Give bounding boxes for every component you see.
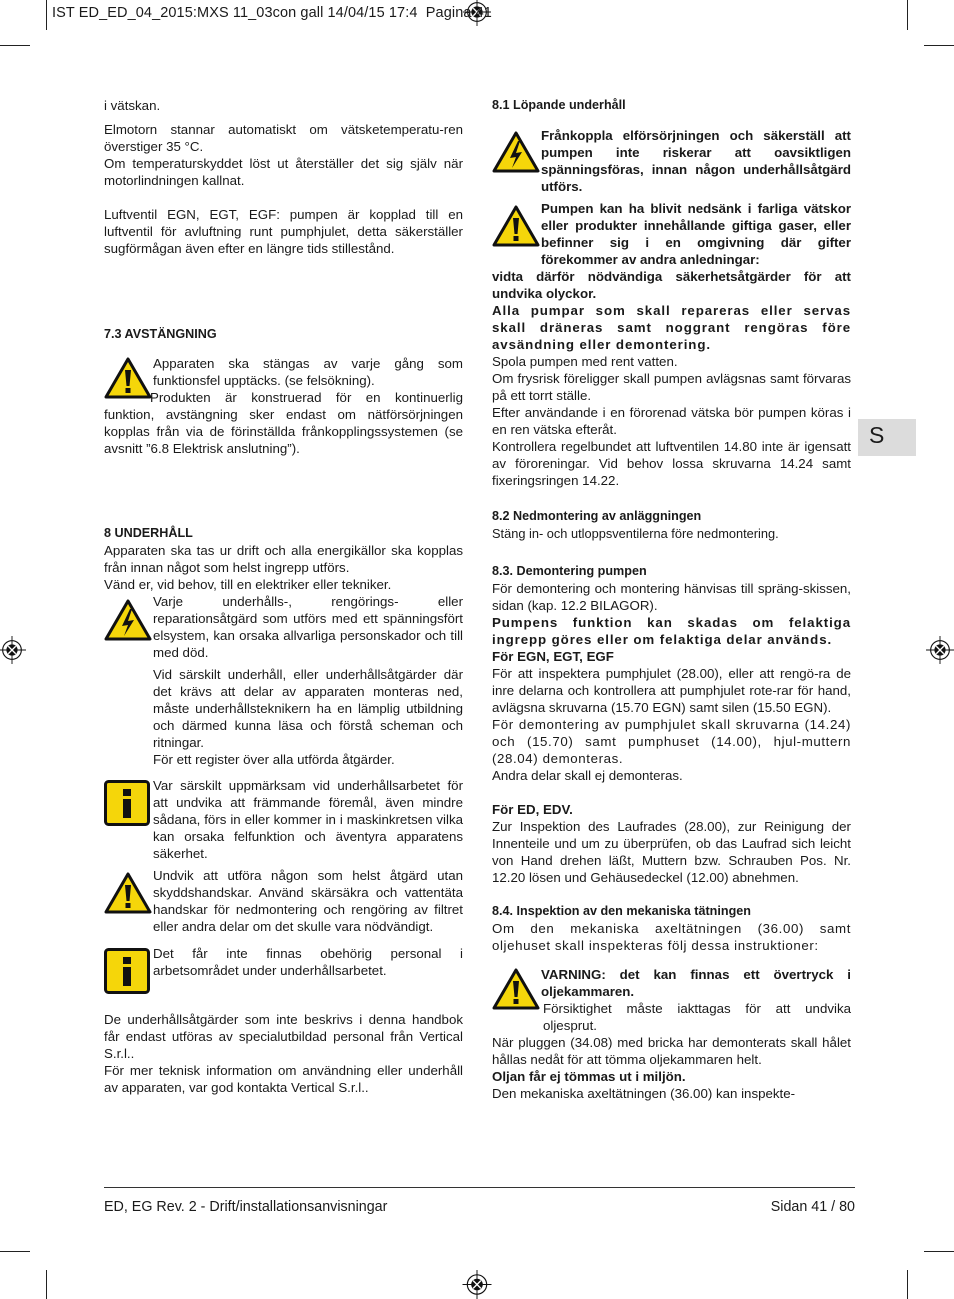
paragraph: Den mekaniska axeltätningen (36.00) kan inspekte- <box>492 1086 796 1101</box>
paragraph: De underhållsåtgärder som inte beskrivs i denna handbok får endast utföras av specialutbildad personal från Vertical S.r.l.. <box>104 1012 463 1061</box>
info-icon <box>104 948 150 994</box>
exclamation-warning-icon <box>492 968 540 1010</box>
subheading: För EGN, EGT, EGF <box>492 649 614 664</box>
section-heading: 8 UNDERHÅLL <box>104 526 193 540</box>
info-icon <box>104 780 150 826</box>
paragraph: För mer teknisk information om användning eller underhåll av apparaten, var god kontakta Vertical S.r.l.. <box>104 1063 463 1095</box>
paragraph: i vätskan. <box>104 98 161 113</box>
paragraph: När pluggen (34.08) med bricka har demonterats skall hålet hållas nedåt för att tömma oljekammaren helt. <box>492 1035 851 1067</box>
exclamation-warning-icon <box>104 872 152 914</box>
warning-text: Försiktighet måste iakttagas för att undvika oljesprut. <box>543 1001 851 1033</box>
voltage-warning-icon <box>104 599 152 641</box>
language-tab-label: S <box>869 422 885 448</box>
paragraph: Apparaten ska tas ur drift och alla energikällor ska kopplas från innan något som helst ingrepp utförs. <box>104 543 463 575</box>
paragraph: Spola pumpen med rent vatten. <box>492 354 678 369</box>
crop-mark <box>0 45 30 46</box>
page-number: Sidan 41 / 80 <box>770 1199 855 1215</box>
registration-mark-icon <box>926 635 954 665</box>
paragraph: Om temperaturskyddet löst ut återställer det sig själv när motorlindningen kallnat. <box>104 156 463 188</box>
section-heading: 7.3 AVSTÄNGNING <box>104 327 217 341</box>
warning-text: Vid särskilt underhåll, eller underhållsåtgärder där det krävs att delar av apparaten monteras ned, måste underhållsteknikern ha en lämplig utbildning och därmed kunna läsa och förstå scheman och ritningar. <box>153 667 463 750</box>
warning-text: VARNING: det kan finnas ett övertryck i oljekammaren. <box>541 967 851 999</box>
section-heading: 8.2 Nedmontering av anläggningen <box>492 509 702 523</box>
paragraph: Kontrollera regelbundet att luftventilen 14.80 inte är igensatt av föroreningar. Vid behov lossa skruvarna 14.24 samt fixeringsringen 14.22. <box>492 439 851 488</box>
exclamation-warning-icon <box>104 357 152 399</box>
crop-mark <box>0 1251 30 1252</box>
exclamation-warning-icon <box>492 205 540 247</box>
warning-text: Pumpen kan ha blivit nedsänk i farliga vätskor eller produkter innehållande giftiga gaser, eller befinner sig i en omgivning där gifter förekommer av andra anledningar: <box>541 201 851 267</box>
registration-mark-icon <box>462 1270 492 1299</box>
paragraph: Pumpens funktion kan skadas om felaktiga ingrepp göres eller om felaktiga delar används. <box>492 615 851 647</box>
paragraph: Vänd er, vid behov, till en elektriker eller tekniker. <box>104 577 392 592</box>
left-column <box>104 97 463 1096</box>
language-tab <box>858 419 916 456</box>
crop-mark <box>46 0 47 30</box>
paragraph: Zur Inspektion des Laufrades (28.00), zur Reinigung der Innenteile und um zu überprüfen, ob das Laufrad sich leicht von Hand drehen läßt, Muttern bzw. Schrauben Pos. Nr. 12.20 lösen und Gehäusedeckel (12.00) abnehmen. <box>492 819 851 885</box>
warning-text: Undvik att utföra någon som helst åtgärd utan skyddshandskar. Använd skärsäkra och vattentäta handskar för nedmontering och rengöring av filtret eller andra delar om det skulle vara nödvändigt. <box>153 868 463 934</box>
warning-text: Apparaten ska stängas av varje gång som funktionsfel upptäcks. (se felsökning). <box>153 356 463 388</box>
paragraph: Elmotorn stannar automatiskt om vätsketemperatu-ren överstiger 35 °C. <box>104 122 463 154</box>
voltage-warning-icon <box>492 131 540 173</box>
crop-mark <box>907 0 908 30</box>
section-heading: 8.1 Löpande underhåll <box>492 98 626 112</box>
crop-mark <box>924 1251 954 1252</box>
section-heading: 8.3. Demontering pumpen <box>492 564 647 578</box>
crop-mark <box>907 1270 908 1299</box>
paragraph: Andra delar skall ej demonteras. <box>492 768 683 783</box>
footer-divider <box>104 1187 855 1188</box>
paragraph: Luftventil EGN, EGT, EGF: pumpen är kopplad till en luftventil för avluftning runt pumphjulet, detta säkerställer sugförmågan även efter en längre tids stillestånd. <box>104 207 463 256</box>
crop-mark <box>46 1270 47 1299</box>
warning-text: Frånkoppla elförsörjningen och säkerställ att pumpen inte riskerar att oavsiktligen spänningsföras, innan någon underhållsåtgärd utförs. <box>541 128 851 194</box>
paragraph: Alla pumpar som skall repareras eller servas skall dräneras samt noggrant rengöras före avsändning eller demontering. <box>492 303 851 352</box>
paragraph: Om frysrisk föreligger skall pumpen avlägsnas samt förvaras på ett torrt ställe. <box>492 371 851 403</box>
section-heading: 8.4. Inspektion av den mekaniska tätningen <box>492 904 751 918</box>
paragraph: Efter användande i en förorenad vätska bör pumpen köras i en ren vätska efteråt. <box>492 405 851 437</box>
paragraph: För att inspektera pumphjulet (28.00), eller att rengö-ra de inre delarna och kontrollera att pumphjulet rote-rar för hand, avlägsna skruvarna (15.70 EGN) samt silen (15.50 EGN). <box>492 666 851 715</box>
right-column <box>492 97 851 1102</box>
subheading: För ED, EDV. <box>492 802 573 817</box>
info-text: Det får inte finnas obehörig personal i arbetsområdet under underhållsarbetet. <box>153 946 463 978</box>
warning-text: För ett register över alla utförda åtgärder. <box>153 752 395 767</box>
registration-mark-icon <box>0 635 28 665</box>
print-slug: IST ED_ED_04_2015:MXS 11_03con gall 14/04/15 17:4 Pagina 41 <box>52 5 492 21</box>
crop-mark <box>924 45 954 46</box>
paragraph: För demontering och montering hänvisas till spräng-skissen, sidan (kap. 12.2 BILAGOR). <box>492 581 851 613</box>
info-text: Var särskilt uppmärksam vid underhållsarbetet för att undvika att främmande föremål, även mindre sådana, förs in eller kommer in i maskinkretsen vilka kan orsaka felfunktion och äventyra apparatens säkerhet. <box>153 778 463 861</box>
paragraph: Oljan får ej tömmas ut i miljön. <box>492 1069 686 1084</box>
footer-title: ED, EG Rev. 2 - Drift/installationsanvisningar <box>104 1199 388 1215</box>
paragraph: Om den mekaniska axeltätningen (36.00) samt oljehuset skall inspekteras följ dessa instruktioner: <box>492 921 851 953</box>
paragraph: Produkten är konstruerad för en kontinuerlig funktion, avstängning sker endast om nätförsörjningen kopplas från via de förinställda frånkopplingssystemen (se avsnitt ”6.8 Elektrisk anslutning”). <box>104 390 463 456</box>
warning-text: Varje underhålls-, rengörings- eller reparationsåtgärd som utförs med ett spänningsfört elsystem, kan orsaka allvarliga personskador och till med död. <box>153 594 463 660</box>
paragraph: För demontering av pumphjulet skall skruvarna (14.24) och (15.70) samt pumphuset (14.00), hjul-muttern (28.04) demonteras. <box>492 717 851 766</box>
paragraph: vidta därför nödvändiga säkerhetsåtgärder för att undvika olyckor. <box>492 269 851 301</box>
paragraph: Stäng in- och utloppsventilerna före nedmontering. <box>492 526 779 541</box>
